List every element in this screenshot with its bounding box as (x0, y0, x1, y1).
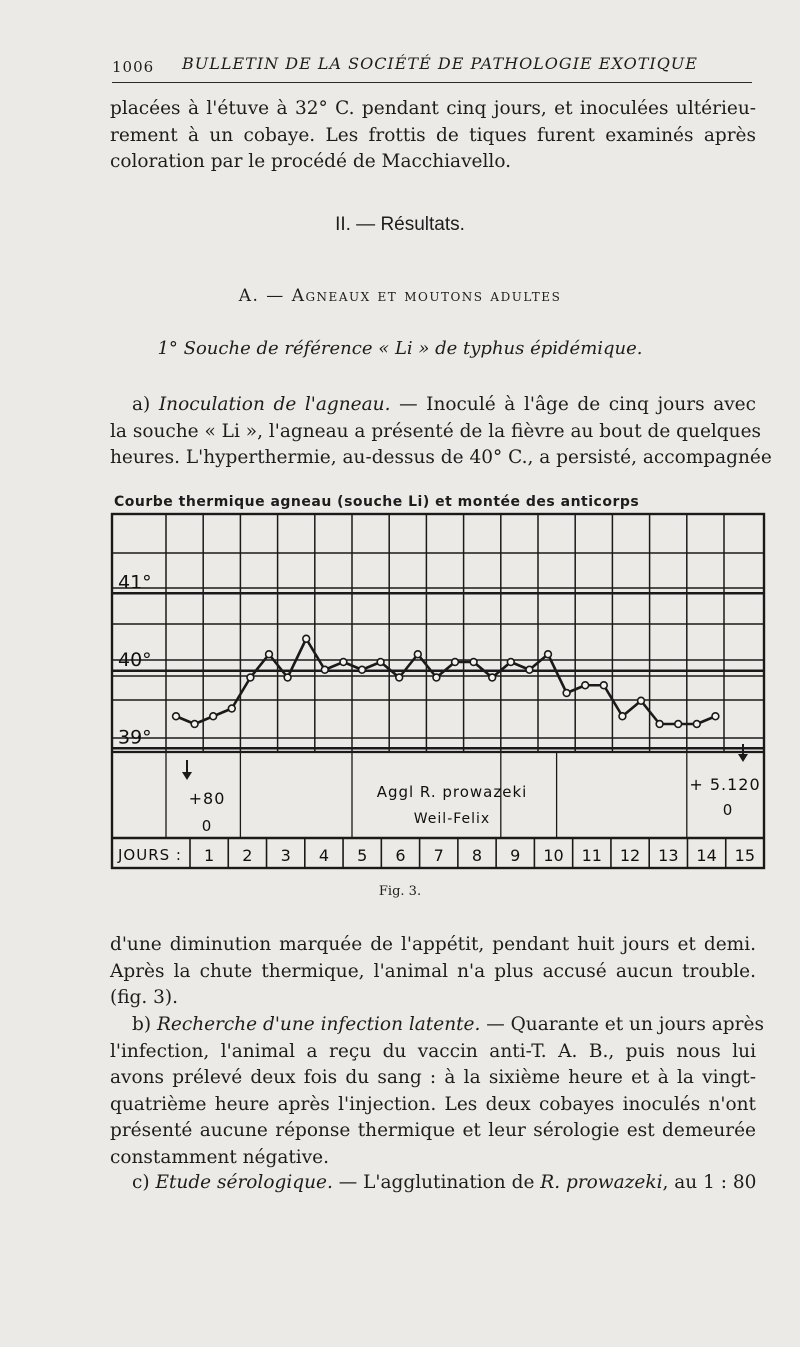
text-line: (fig. 3). (110, 987, 179, 1008)
paragraph-label: c) (132, 1172, 150, 1193)
y-tick-label: 39° (118, 726, 152, 749)
x-tick-label: 9 (510, 846, 521, 865)
running-title: BULLETIN DE LA SOCIÉTÉ DE PATHOLOGIE EXOTIQUE (182, 54, 698, 73)
x-tick-label: 15 (734, 846, 756, 865)
text-line: constamment négative. (110, 1146, 330, 1168)
data-point (191, 721, 198, 728)
arrow-head (738, 754, 748, 762)
x-tick-label: 5 (357, 846, 368, 865)
figure-caption: Fig. 3. (378, 884, 422, 899)
data-point (303, 635, 310, 642)
chart-annotation: Aggl R. prowazeki (376, 783, 528, 801)
paragraph-heading: Inoculation de l'agneau. (158, 394, 391, 415)
paragraph-label: a) (132, 394, 151, 415)
chart-annotation: +80 (188, 789, 226, 808)
data-point (526, 666, 533, 673)
data-point (433, 674, 440, 681)
x-tick-label: 6 (395, 846, 406, 865)
text-fragment: — L'agglutination de (332, 1172, 541, 1193)
chart-annotation: Weil-Felix (413, 811, 491, 827)
data-point (452, 659, 459, 666)
data-point (247, 674, 254, 681)
text-fragment: — Quarante et un jours après (480, 1014, 764, 1035)
data-point (340, 659, 347, 666)
text-fragment: — Inoculé à l'âge de cinq jours avec (390, 394, 756, 415)
data-point (600, 682, 607, 689)
x-tick-label: 4 (318, 846, 330, 865)
text-line: coloration par le procédé de Macchiavello. (110, 151, 512, 172)
data-point (619, 713, 626, 720)
subsection-title: A. — Agneaux et moutons adultes (238, 286, 562, 306)
text-line: présenté aucune réponse thermique et leur sérologie est demeurée (110, 1120, 756, 1141)
data-point (693, 721, 700, 728)
section-title: II. — Résultats. (335, 214, 465, 235)
text-line: d'une diminution marquée de l'appétit, pendant huit jours et demi. (110, 934, 756, 955)
data-point (359, 666, 366, 673)
chart-title: Courbe thermique agneau (souche Li) et montée des anticorps (114, 494, 640, 510)
data-point (582, 682, 589, 689)
data-point (489, 674, 496, 681)
data-point (507, 659, 514, 666)
y-tick-label: 41° (118, 571, 152, 594)
x-tick-label: 8 (471, 846, 483, 865)
page-number: 1006 (112, 58, 155, 76)
paragraph-heading: Etude sérologique. (155, 1172, 333, 1193)
data-point (563, 690, 570, 697)
paragraph-heading: Recherche d'une infection latente. (156, 1014, 481, 1035)
paragraph-c (110, 1170, 756, 1197)
data-point (228, 705, 235, 712)
y-tick-label: 40° (118, 648, 152, 671)
text-line: l'infection, l'animal a reçu du vaccin anti-T. A. B., puis nous lui (110, 1040, 756, 1062)
text-line: Après la chute thermique, l'animal n'a plus accusé aucun trouble. (110, 960, 756, 982)
x-axis-label: JOURS : (118, 846, 182, 864)
data-point (210, 713, 217, 720)
paragraph-b (110, 1012, 764, 1171)
text-line (110, 1012, 764, 1039)
temperature-curve (176, 639, 715, 724)
x-tick-label: 7 (433, 846, 444, 865)
chart-annotation: + 5.120 (689, 775, 761, 794)
text-line: quatrième heure après l'injection. Les deux cobayes inoculés n'ont (110, 1093, 756, 1115)
data-point (470, 659, 477, 666)
data-point (545, 651, 552, 658)
arrow-head (182, 772, 192, 780)
x-tick-label: 2 (242, 846, 253, 865)
x-tick-label: 10 (543, 846, 564, 865)
x-tick-label: 14 (696, 846, 717, 865)
data-point (396, 674, 403, 681)
x-tick-label: 11 (581, 846, 602, 865)
data-point (173, 713, 180, 720)
chart-annotation: 0 (201, 817, 213, 835)
text-line (110, 1170, 756, 1197)
data-point (266, 651, 273, 658)
subsubsection-title: 1° Souche de référence « Li » de typhus épidémique. (157, 338, 643, 359)
text-line: avons prélevé deux fois du sang : à la sixième heure et à la vingt- (110, 1067, 756, 1088)
text-line: heures. L'hyperthermie, au-dessus de 40° C., a persisté, accompagnée (110, 447, 772, 468)
text-fragment: , au 1 : 80 (662, 1172, 757, 1193)
text-line: placées à l'étuve à 32° C. pendant cinq jours, et inoculées ultérieu- (110, 98, 756, 119)
data-point (638, 697, 645, 704)
data-point (321, 666, 328, 673)
x-tick-label: 1 (204, 846, 215, 865)
paragraph-a-continued (110, 932, 756, 1012)
text-line: la souche « Li », l'agneau a présenté de la fièvre au bout de quelques (110, 420, 762, 442)
text-line: rement à un cobaye. Les frottis de tiques furent examinés après (110, 124, 756, 146)
data-point (377, 659, 384, 666)
paragraph-label: b) (132, 1014, 152, 1035)
data-point (712, 713, 719, 720)
chart-annotation: 0 (722, 801, 734, 819)
x-tick-label: 13 (658, 846, 679, 865)
data-point (414, 651, 421, 658)
x-tick-label: 3 (280, 846, 291, 865)
data-point (284, 674, 291, 681)
x-tick-label: 12 (619, 846, 641, 865)
organism-name: R. prowazeki (540, 1172, 663, 1193)
data-point (656, 721, 663, 728)
data-point (675, 721, 682, 728)
